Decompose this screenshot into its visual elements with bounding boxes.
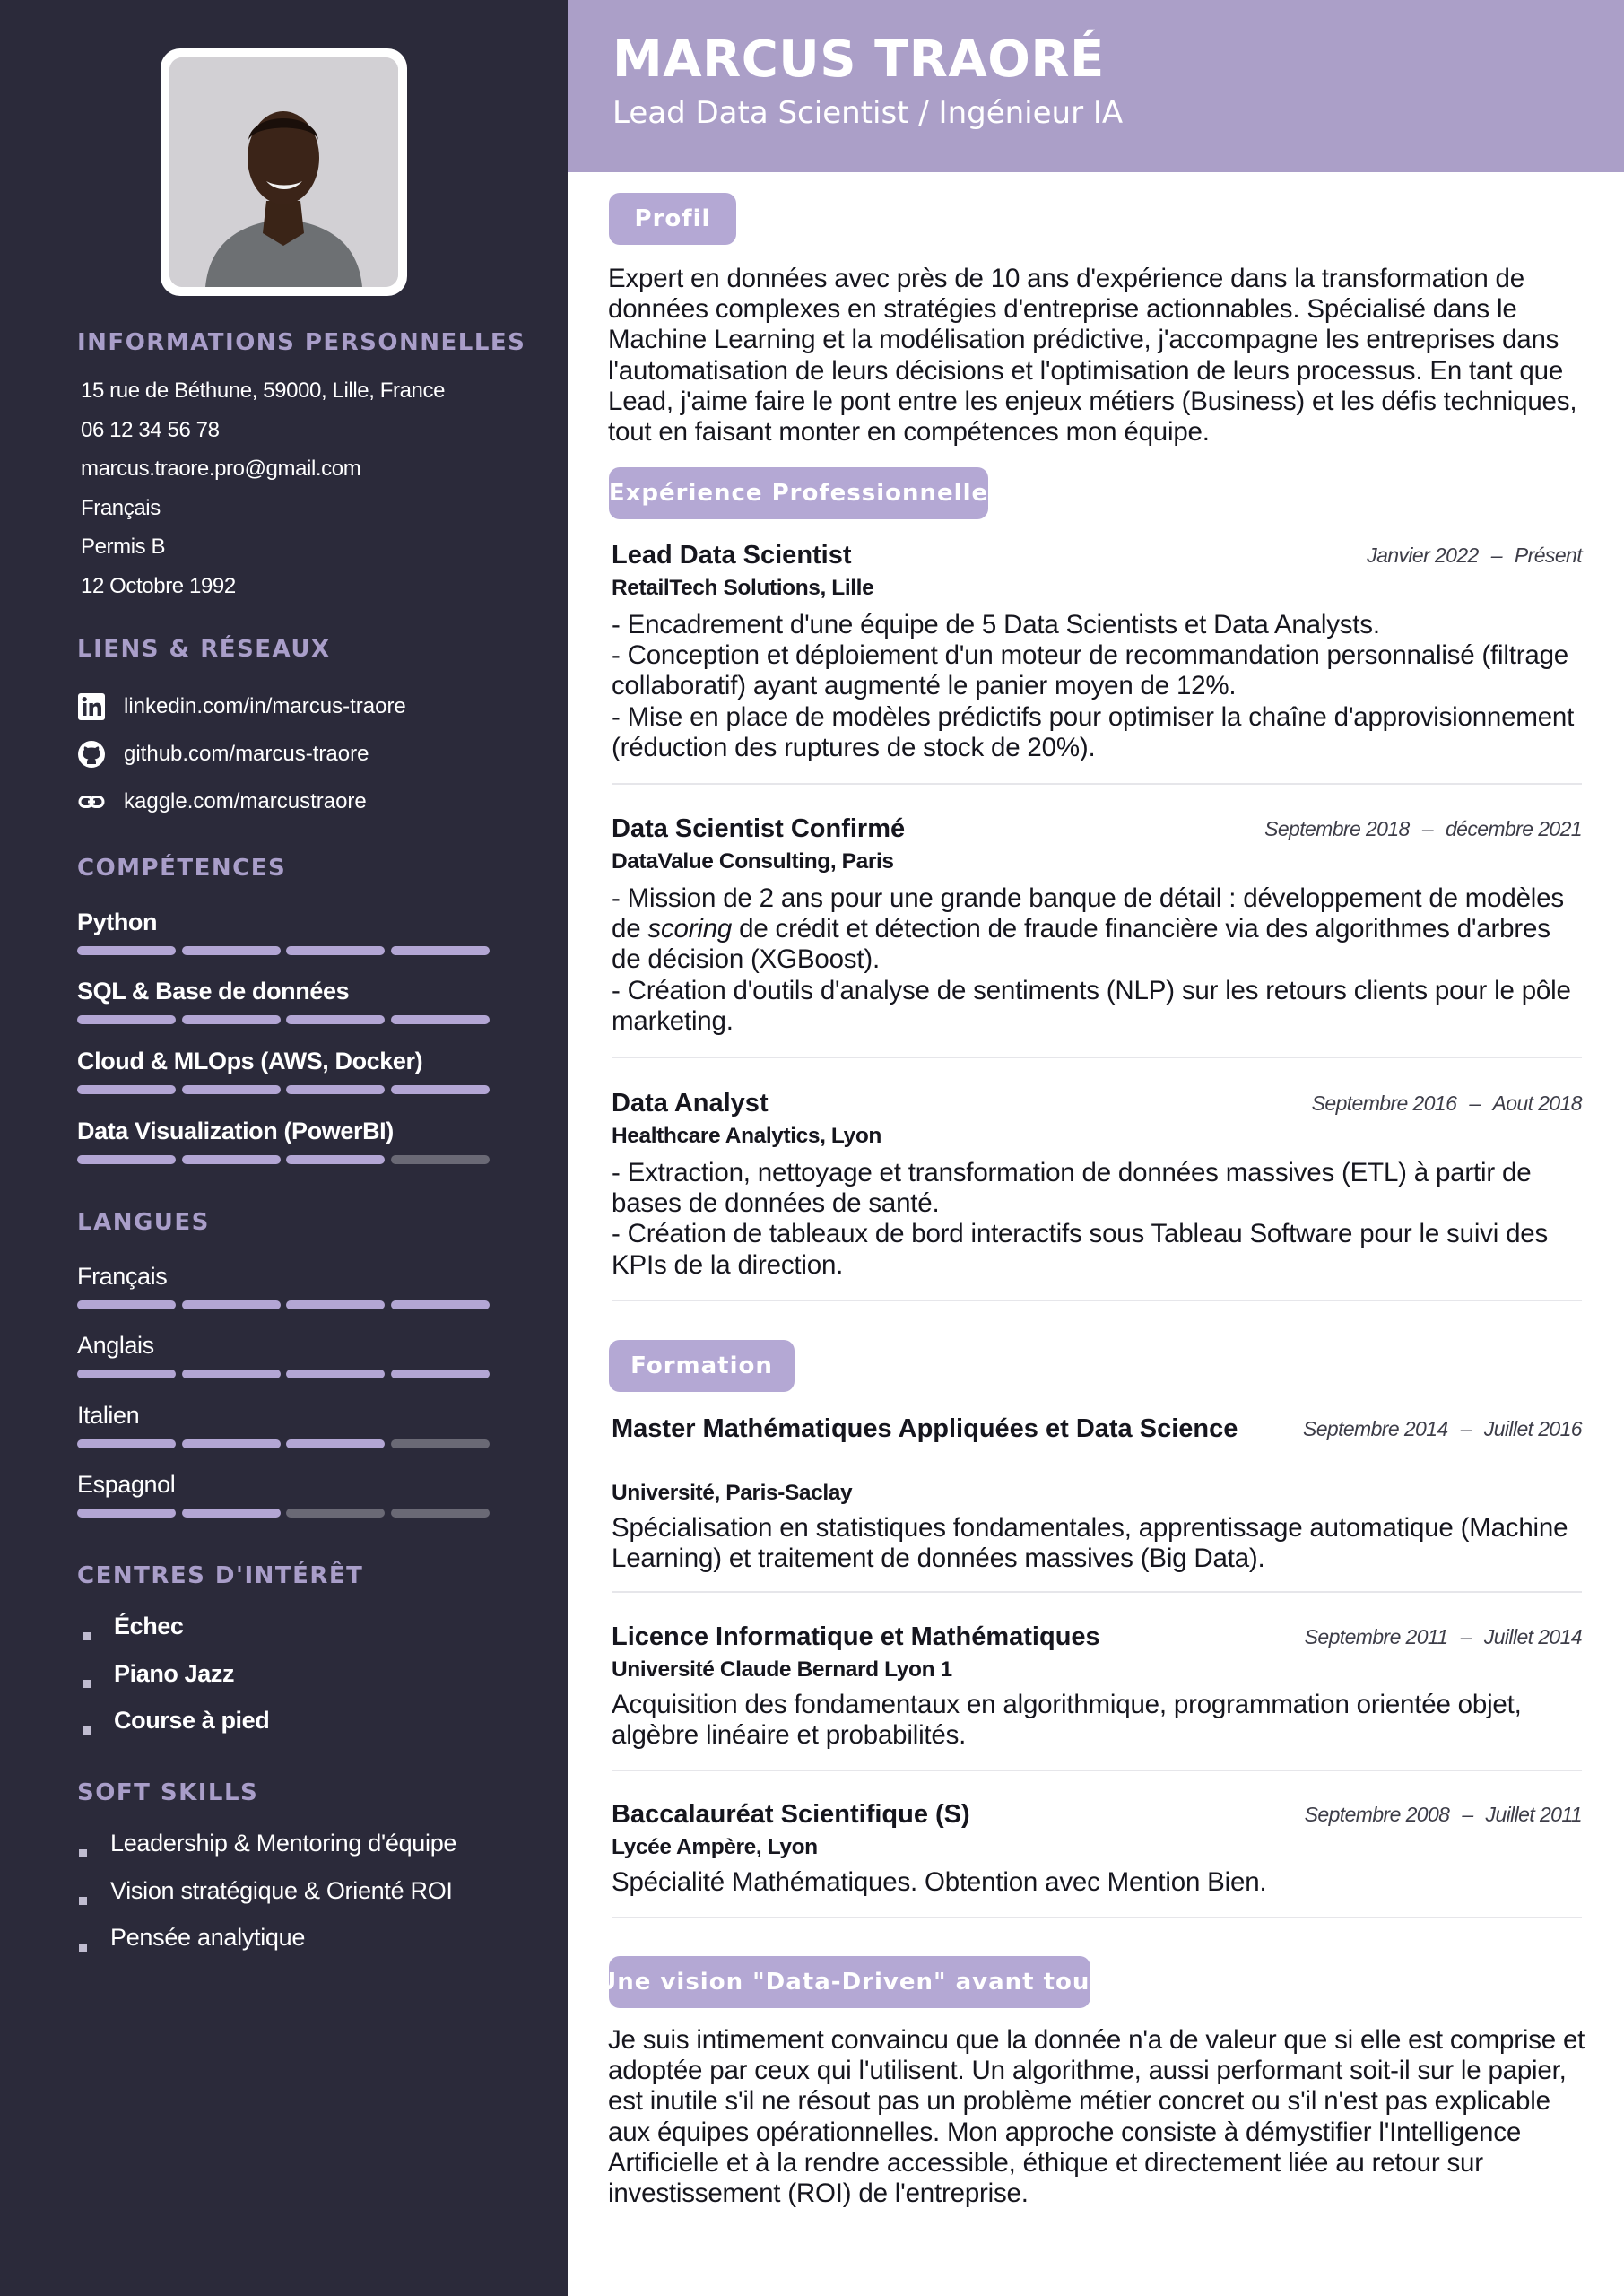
linkedin-icon: [77, 692, 106, 721]
github-link[interactable]: [77, 738, 369, 770]
level-segment: [77, 946, 176, 955]
job-title: Data Analyst: [612, 1089, 769, 1118]
personal-info-heading: INFORMATIONS PERSONNELLES: [77, 329, 526, 356]
level-segment: [77, 1370, 176, 1378]
level-segment: [77, 1015, 176, 1024]
github-link-text: github.com/marcus-traore: [124, 742, 369, 766]
job-dates: Septembre 2016 – Aout 2018: [1311, 1091, 1582, 1115]
skill-python: [77, 909, 490, 944]
level-segment: [286, 1085, 385, 1094]
level-segment: [182, 1015, 281, 1024]
vision-heading: Une vision "Data-Driven" avant tout: [609, 1956, 1090, 2008]
company-name: DataValue Consulting, Paris: [612, 849, 894, 874]
degree-title: Licence Informatique et Mathématiques: [612, 1622, 1100, 1651]
candidate-name: MARCUS TRAORÉ: [612, 30, 1105, 89]
language-level-bar: [77, 1300, 490, 1309]
level-segment: [286, 946, 385, 955]
kaggle-link-text: kaggle.com/marcustraore: [124, 789, 367, 813]
email-text: marcus.traore.pro@gmail.com: [81, 457, 361, 481]
level-segment: [286, 1155, 385, 1164]
level-segment: [391, 1085, 490, 1094]
link-icon: [77, 787, 106, 816]
links-heading: LIENS & RÉSEAUX: [77, 636, 331, 663]
soft-skill-item: Pensée analytique: [110, 1924, 456, 1971]
interest-item: Échec: [114, 1613, 269, 1660]
skill-level-bar: [77, 946, 490, 955]
kaggle-link[interactable]: [77, 786, 367, 818]
interests-heading: CENTRES D'INTÉRÊT: [77, 1562, 364, 1589]
level-segment: [391, 1155, 490, 1164]
degree-dates: Septembre 2014 – Juillet 2016: [1302, 1417, 1582, 1440]
company-name: Healthcare Analytics, Lyon: [612, 1124, 881, 1148]
github-icon: [77, 740, 106, 769]
level-segment: [286, 1300, 385, 1309]
sidebar: [0, 0, 568, 2296]
soft-skill-item: Vision stratégique & Orienté ROI: [110, 1877, 456, 1925]
degree-dates: Septembre 2011 – Juillet 2014: [1304, 1625, 1582, 1648]
language-label: Espagnol: [77, 1471, 176, 1498]
level-segment: [182, 1509, 281, 1518]
skill-label: Cloud & MLOps (AWS, Docker): [77, 1048, 423, 1074]
school-name: Lycée Ampère, Lyon: [612, 1835, 818, 1859]
job-title: Lead Data Scientist: [612, 541, 852, 570]
interest-item: Piano Jazz: [114, 1660, 269, 1708]
degree-description: Acquisition des fondamentaux en algorithmique, programmation orientée objet, algèbre linéaire et probabilités.: [612, 1690, 1522, 1751]
level-segment: [77, 1439, 176, 1448]
job-title: Data Scientist Confirmé: [612, 814, 906, 843]
header-banner: [568, 0, 1624, 172]
phone-text: 06 12 34 56 78: [81, 417, 220, 442]
level-segment: [391, 1015, 490, 1024]
level-segment: [182, 1300, 281, 1309]
skill-label: SQL & Base de données: [77, 978, 350, 1004]
language-level-bar: [77, 1439, 490, 1448]
soft-skill-item: Leadership & Mentoring d'équipe: [110, 1830, 456, 1877]
interest-item: Course à pied: [114, 1707, 269, 1754]
level-segment: [182, 946, 281, 955]
language-label: Français: [77, 1263, 168, 1290]
level-segment: [391, 1370, 490, 1378]
skill-label: Data Visualization (PowerBI): [77, 1118, 394, 1144]
skill-dataviz: [77, 1118, 490, 1153]
degree-description: Spécialité Mathématiques. Obtention avec Mention Bien.: [612, 1867, 1267, 1897]
school-name: Université Claude Bernard Lyon 1: [612, 1657, 952, 1682]
level-segment: [77, 1155, 176, 1164]
skill-level-bar: [77, 1155, 490, 1164]
level-segment: [286, 1509, 385, 1518]
entry-divider: [612, 1057, 1582, 1058]
degree-title: Master Mathématiques Appliquées et Data Science: [612, 1414, 1238, 1443]
education-heading: Formation: [609, 1340, 795, 1392]
language-spanish: [77, 1471, 490, 1507]
linkedin-link-text: linkedin.com/in/marcus-traore: [124, 694, 406, 718]
degree-description: Spécialisation en statistiques fondamentales, apprentissage automatique (Machine Learning) et traitement de données massives (Big Data).: [612, 1513, 1568, 1574]
job-description: - Extraction, nettoyage et transformation de données massives (ETL) à partir de bases de données de santé. - Création de tableaux de bord interactifs sous Tableau Software pour le suivi des KPIs de la direction.: [612, 1158, 1549, 1280]
soft-skills-list: [110, 1830, 456, 1971]
level-segment: [182, 1085, 281, 1094]
degree-dates: Septembre 2008 – Juillet 2011: [1304, 1803, 1582, 1826]
personal-info-list: [81, 378, 445, 613]
linkedin-link[interactable]: [77, 691, 406, 723]
profile-text: Expert en données avec près de 10 ans d'expérience dans la transformation de données complexes en stratégies d'entreprise actionnables. Spécialisé dans le Machine Learning et la modélisation prédictive, j'accompagne les entreprises dans l'automatisation de leurs décisions et l'optimisation de leurs processus. En tant que Lead, j'aime faire le pont entre les enjeux métiers (Business) et les défis techniques, tout en faisant monter en compétences mon équipe.: [608, 264, 1577, 448]
language-label: Italien: [77, 1402, 140, 1429]
level-segment: [391, 1300, 490, 1309]
level-segment: [391, 1509, 490, 1518]
level-segment: [77, 1300, 176, 1309]
entry-divider: [612, 1591, 1582, 1593]
language-label: Anglais: [77, 1332, 154, 1359]
language-french: [77, 1263, 490, 1299]
vision-text: Je suis intimement convaincu que la donnée n'a de valeur que si elle est comprise et adoptée par ceux qui l'utilisent. Un algorithme, aussi performant soit-il sur le papier, est inutile s'il ne résout pas un problème métier concret ou s'il n'est pas explicable aux équipes opérationnelles. Mon approche consiste à démystifier l'Intelligence Artificielle et à la rendre accessible, éthique et directement liée au retour sur investissement (ROI) de l'entreprise.: [608, 2025, 1585, 2209]
level-segment: [286, 1015, 385, 1024]
language-english: [77, 1332, 490, 1368]
skills-heading: COMPÉTENCES: [77, 855, 287, 882]
level-segment: [182, 1439, 281, 1448]
address-text: 15 rue de Béthune, 59000, Lille, France: [81, 378, 446, 403]
language-italian: [77, 1402, 490, 1438]
company-name: RetailTech Solutions, Lille: [612, 576, 874, 600]
skill-label: Python: [77, 909, 158, 935]
level-segment: [77, 1085, 176, 1094]
level-segment: [77, 1509, 176, 1518]
soft-skills-heading: SOFT SKILLS: [77, 1779, 259, 1806]
languages-heading: LANGUES: [77, 1209, 210, 1236]
birthdate-text: 12 Octobre 1992: [81, 573, 236, 598]
job-description: - Mission de 2 ans pour une grande banque de détail : développement de modèles de scoring de crédit et détection de fraude financière via des algorithmes d'arbres de décision (XGBoost). - Création d'outils d'analyse de sentiments (NLP) sur les retours clients pour le pôle marketing.: [612, 883, 1571, 1036]
candidate-role: Lead Data Scientist / Ingénieur IA: [612, 95, 1124, 131]
degree-title: Baccalauréat Scientifique (S): [612, 1800, 970, 1829]
profile-photo-frame: [161, 48, 407, 296]
license-text: Permis B: [81, 535, 166, 559]
level-segment: [391, 1439, 490, 1448]
language-level-bar: [77, 1370, 490, 1378]
experience-heading: Expérience Professionnelle: [609, 467, 988, 519]
entry-divider: [612, 1770, 1582, 1771]
profile-photo: [169, 57, 398, 287]
entry-divider: [612, 783, 1582, 785]
skill-level-bar: [77, 1015, 490, 1024]
level-segment: [182, 1155, 281, 1164]
skill-level-bar: [77, 1085, 490, 1094]
level-segment: [182, 1370, 281, 1378]
job-description: - Encadrement d'une équipe de 5 Data Scientists et Data Analysts. - Conception et déploiement d'un moteur de recommandation personnalisé (filtrage collaboratif) ayant augmenté le panier moyen de 12%. - Mise en place de modèles prédictifs pour optimiser la chaîne d'approvisionnement (réduction des ruptures de stock de 20%).: [612, 610, 1575, 762]
school-name: Université, Paris-Saclay: [612, 1481, 853, 1505]
interests-list: [114, 1613, 269, 1754]
language-level-bar: [77, 1509, 490, 1518]
level-segment: [286, 1370, 385, 1378]
job-dates: Janvier 2022 – Présent: [1367, 544, 1582, 567]
job-dates: Septembre 2018 – décembre 2021: [1264, 817, 1582, 840]
level-segment: [391, 946, 490, 955]
skill-sql: [77, 978, 490, 1013]
entry-divider: [612, 1300, 1582, 1301]
nationality-text: Français: [81, 495, 161, 520]
entry-divider: [612, 1917, 1582, 1918]
profile-heading: Profil: [609, 193, 736, 245]
skill-cloud: [77, 1048, 490, 1083]
level-segment: [286, 1439, 385, 1448]
